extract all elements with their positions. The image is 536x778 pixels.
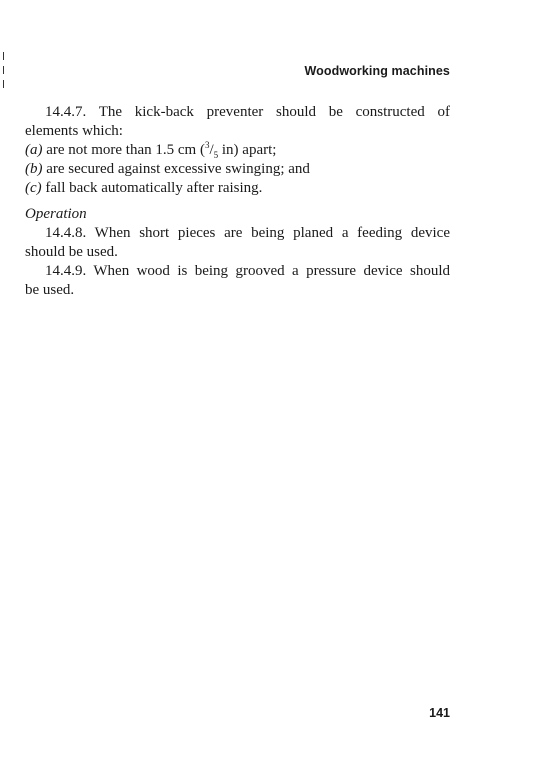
paragraph-14-4-9-line-2: be used. [25, 282, 75, 298]
paragraph-14-4-7-line-1: 14.4.7. The kick-back preventer should be constructed of [45, 104, 450, 120]
list-item-text: are secured against excessive swinging; and [46, 161, 310, 177]
page-body [25, 103, 450, 300]
paragraph-14-4-7-line-2: elements which: [25, 123, 123, 139]
page-number: 141 [429, 706, 450, 720]
list-item-b [25, 160, 450, 179]
list-item-text: fall back automatically after raising. [45, 180, 263, 196]
section-heading-operation: Operation [25, 206, 87, 222]
binding-mark [3, 80, 4, 88]
binding-mark [3, 66, 4, 74]
list-marker: (a) [25, 142, 43, 158]
binding-mark [3, 52, 4, 60]
paragraph-14-4-9-line-1: 14.4.9. When wood is being grooved a pressure device should [45, 263, 450, 279]
list-marker: (b) [25, 161, 43, 177]
paragraph-14-4-8-line-2: should be used. [25, 244, 118, 260]
list-item-c [25, 179, 450, 198]
list-item-text-pre: are not more than 1.5 cm ( [46, 142, 205, 158]
list-item-a [25, 141, 450, 160]
list-marker: (c) [25, 180, 42, 196]
list-item-text-post: in) apart; [218, 142, 277, 158]
paragraph-14-4-8-line-1: 14.4.8. When short pieces are being planed a feeding device [45, 225, 450, 241]
fraction-numerator: 3 [204, 140, 210, 150]
fraction: $^3/_5$ [204, 140, 219, 160]
running-header: Woodworking machines [304, 64, 450, 78]
fraction-denominator: 5 [213, 150, 219, 160]
